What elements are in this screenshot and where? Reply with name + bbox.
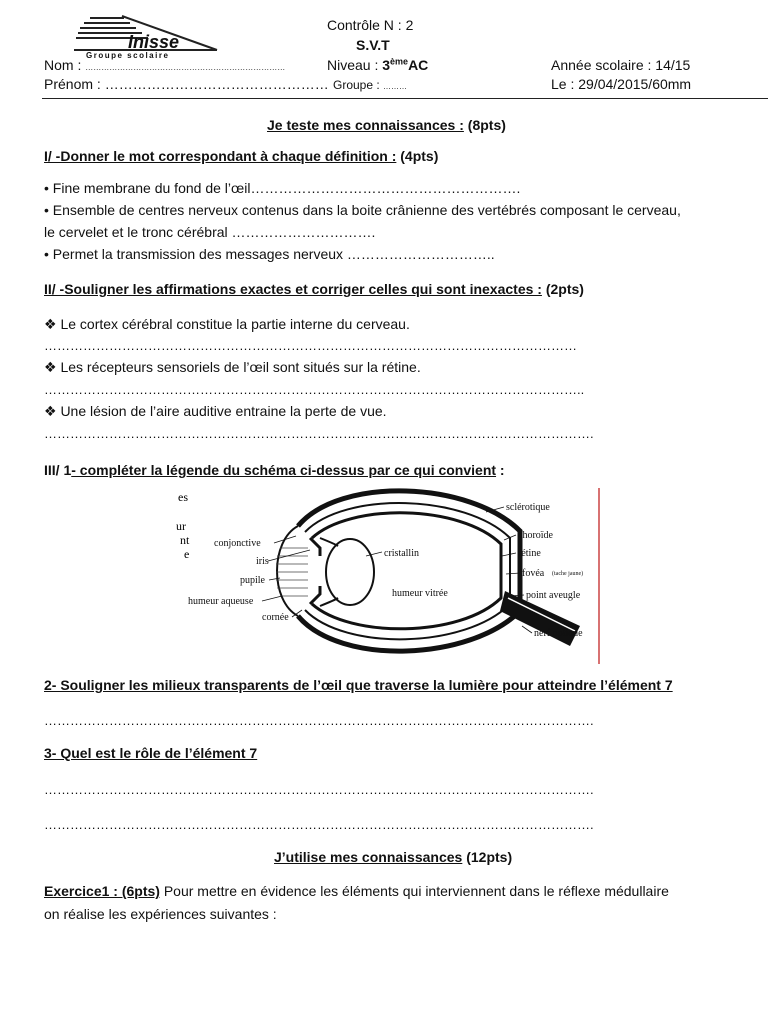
label-tache-jaune: (tache jaune) [552, 571, 584, 577]
q2-answer-line-1[interactable]: …………………………………………………………………………………………………………… [44, 338, 577, 353]
prenom-dots: ………………………………………… [104, 76, 329, 92]
label-nerf-optique: nerf optique [534, 628, 583, 639]
q5-title: 3- Quel est le rôle de l’élément 7 [44, 745, 258, 761]
cornea [277, 526, 298, 616]
niveau-num: 3 [382, 57, 391, 73]
label-choroide: choroïde [518, 530, 553, 541]
q1-item-1: • Fine membrane du fond de l’œil…………………………………………………. [44, 180, 521, 196]
nom-field[interactable] [44, 57, 285, 73]
label-sclerotique: sclérotique [506, 502, 550, 513]
exercice1-text2: on réalise les expériences suivantes : [44, 906, 277, 922]
annee-scolaire: Année scolaire : 14/15 [551, 57, 691, 73]
part2-title: J’utilise mes connaissances (12pts) [274, 849, 513, 865]
q2-answer-line-2[interactable]: …………………………………………………………………………………………………………….. [44, 382, 585, 397]
control-number: Contrôle N : 2 [327, 17, 414, 33]
nom-label: Nom : [44, 57, 82, 73]
groupe-field[interactable] [333, 78, 407, 92]
aqueous-hatch [276, 548, 308, 596]
logo-subtitle: Groupe scolaire [86, 51, 170, 60]
label-cornee: cornée [262, 612, 289, 623]
cut-label-3: nt [180, 533, 190, 547]
part1-title: Je teste mes connaissances : (8pts) [267, 117, 506, 133]
q4-title: 2- Souligner les milieux transparents de l’œil que traverse la lumière pour atteindre l’élément 7 [44, 677, 673, 693]
q3-title: III/ 1- compléter la légende du schéma ci-dessus par ce qui convient : [44, 462, 505, 478]
label-conjonctive: conjonctive [214, 538, 261, 549]
label-cristallin: cristallin [384, 548, 419, 559]
nom-dots: ………………………………………………………………… [85, 63, 286, 72]
niveau-class: AC [408, 57, 429, 73]
exercice1-label: Exercice1 : (6pts) [44, 883, 160, 899]
label-iris: iris [256, 556, 269, 567]
prenom-label: Prénom : [44, 76, 101, 92]
header-divider [42, 98, 768, 99]
label-humeur-vitree: humeur vitrée [392, 588, 448, 599]
exercice1-text1: Pour mettre en évidence les éléments qui interviennent dans le réflexe médullaire [159, 883, 669, 899]
eye-diagram [170, 486, 610, 666]
cut-label-2: ur [176, 519, 186, 533]
q2-statement-3: ❖ Une lésion de l’aire auditive entraine la perte de vue. [44, 403, 387, 419]
niveau-sup: ème [390, 56, 409, 67]
lens [326, 539, 374, 605]
q2-statement-2: ❖ Les récepteurs sensoriels de l’œil sont situés sur la rétine. [44, 359, 421, 375]
prenom-field[interactable] [44, 76, 329, 92]
label-point-aveugle: point aveugle [526, 590, 581, 601]
cut-label-4: e [184, 547, 190, 561]
exercice1-line1 [44, 883, 669, 899]
q1-title: I/ -Donner le mot correspondant à chaque définition : (4pts) [44, 148, 439, 164]
iris [310, 538, 320, 556]
q5-answer-line-1[interactable]: ………………………………………………………………………………………………………………. [44, 782, 594, 797]
q4-answer-line[interactable]: ………………………………………………………………………………………………………………. [44, 713, 594, 728]
niveau [327, 57, 428, 73]
q1-item-2: • Ensemble de centres nerveux contenus dans la boite crânienne des vertébrés composant le cerveau, [44, 202, 681, 218]
label-fovea: fovéa [522, 568, 545, 579]
q2-title: II/ -Souligner les affirmations exactes et corriger celles qui sont inexactes : (2pts) [44, 281, 584, 297]
q1-item-3: • Permet la transmission des messages nerveux ………………………….. [44, 246, 495, 262]
groupe-label: Groupe : [333, 78, 380, 92]
groupe-dots: ……… [383, 82, 408, 91]
subject: S.V.T [356, 37, 390, 53]
q1-item-2b: le cervelet et le tronc cérébral …………………………. [44, 224, 376, 240]
q2-statement-1: ❖ Le cortex cérébral constitue la partie interne du cerveau. [44, 316, 410, 332]
q5-answer-line-2[interactable]: ………………………………………………………………………………………………………………. [44, 817, 594, 832]
date: Le : 29/04/2015/60mm [551, 76, 692, 92]
school-logo [72, 14, 222, 60]
niveau-label: Niveau : [327, 57, 379, 73]
label-humeur-aqueuse: humeur aqueuse [188, 596, 254, 607]
cut-label-1: es [178, 490, 188, 504]
q2-answer-line-3[interactable]: ………………………………………………………………………………………………………………. [44, 426, 594, 441]
label-pupille: pupile [240, 575, 265, 586]
label-retine: rétine [518, 548, 541, 559]
logo-name: Inisse [128, 32, 180, 52]
